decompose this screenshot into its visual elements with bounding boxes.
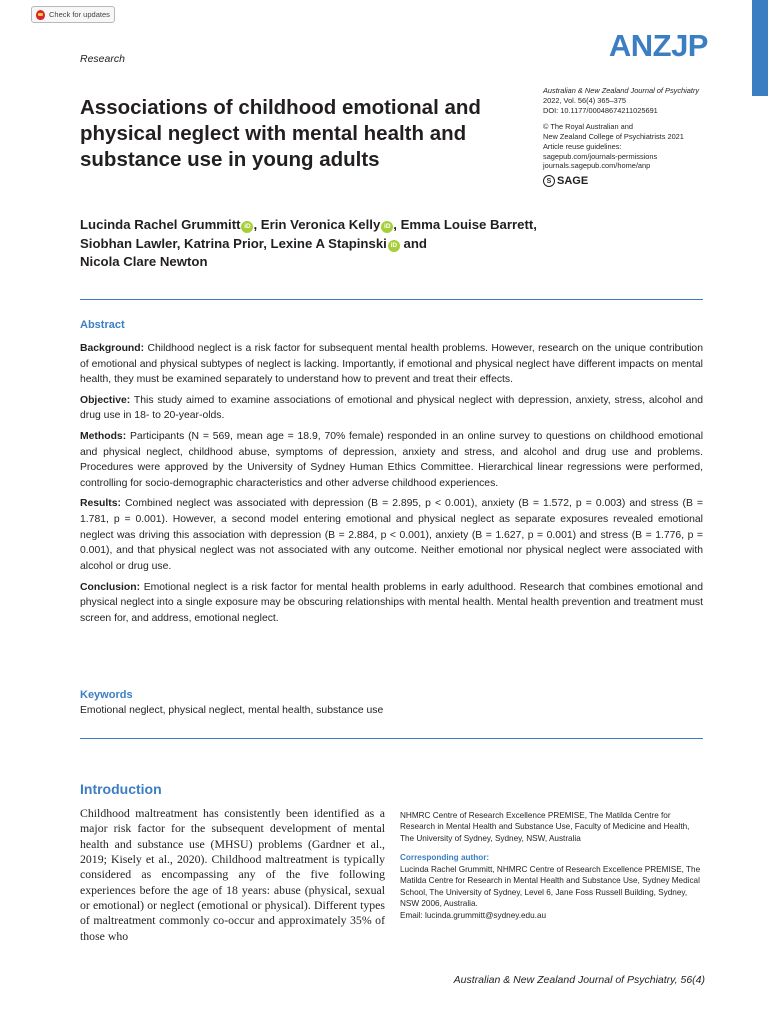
- article-meta: [543, 86, 743, 189]
- keywords-text: Emotional neglect, physical neglect, mental health, substance use: [80, 705, 384, 716]
- meta-reuse-link[interactable]: sagepub.com/journals-permissions: [543, 151, 658, 161]
- divider: [80, 299, 703, 300]
- divider: [80, 738, 703, 739]
- corresponding-author-text: Lucinda Rachel Grummitt, NHMRC Centre of Research Excellence PREMISE, The Matilda Centre for Research in Mental Health and Substance Use, Sydney Medical School, The University of Sydney, Level 6, Jane Foss Russell Building, Sydney, NSW 2006, Australia.: [400, 864, 701, 909]
- article-title: Associations of childhood emotional and physical neglect with mental health and substance use in young adults: [80, 96, 481, 172]
- introduction-heading: Introduction: [80, 781, 162, 797]
- crossmark-icon: [36, 10, 45, 20]
- methods-text: Participants (N = 569, mean age = 18.9, 70% female) responded in an online survey to questions on childhood emotional and physical neglect, childhood abuse, symptoms of depression, anxiety and stress, and alcohol and drug use and problems. Procedures were approved by the University of Sydney Human Ethics Committee. Hierarchical linear regressions were performed, controlling for socio-demographic characteristics and other adverse childhood experiences.: [80, 431, 704, 489]
- author-conjunction: and: [399, 235, 427, 251]
- author-name[interactable]: Nicola Clare Newton: [80, 254, 208, 270]
- abstract-results: [80, 496, 703, 574]
- sage-icon: S: [543, 175, 555, 187]
- conclusion-text: Emotional neglect is a risk factor for mental health problems in early adulthood. Research that combines emotional and physical neglect into a single exposure may be obscuring relationships with mental health. Mental health prevention and treatment must screen for, and address, emotional neglect.: [80, 581, 703, 624]
- affiliation-block: [400, 810, 705, 921]
- conclusion-label: Conclusion:: [80, 581, 141, 593]
- check-for-updates-button[interactable]: [31, 6, 115, 23]
- corresponding-author-heading: Corresponding author:: [400, 853, 490, 863]
- corresponding-email[interactable]: Email: lucinda.grummitt@sydney.edu.au: [400, 910, 547, 920]
- check-for-updates-label: Check for updates: [49, 10, 110, 19]
- author-name[interactable]: , Erin Veronica Kelly: [253, 217, 381, 232]
- page-footer: Australian & New Zealand Journal of Psychiatry, 56(4): [453, 974, 705, 986]
- abstract-background: [80, 341, 703, 388]
- meta-journal-name: Australian & New Zealand Journal of Psychiatry: [543, 86, 700, 95]
- affiliation-text: NHMRC Centre of Research Excellence PREMISE, The Matilda Centre for Research in Mental Health and Substance Use, Faculty of Medicine and Health, The University of Sydney, Sydney, NSW, Australia: [400, 811, 690, 843]
- abstract-heading: Abstract: [80, 319, 125, 331]
- introduction-body: Childhood maltreatment has consistently been identified as a major risk factor for the subsequent development of mental health and substance use (MHSU) problems (Gardner et al., 2019; Kisely et al., 2020). Childhood maltreatment is typically considered as encompassing any of the five following experiences before the age of 18 years: abuse (physical, sexual or emotional) or neglect (emotional or physical). Different types of maltreatment commonly co-occur and approximately 35% of those who: [80, 806, 385, 943]
- orcid-icon[interactable]: iD: [381, 221, 393, 233]
- article-section-label: Research: [80, 53, 125, 65]
- background-label: Background:: [80, 343, 145, 354]
- objective-text: This study aimed to examine associations of emotional and physical neglect with depression, anxiety, stress, alcohol and drug use in 18- to 20-year-olds.: [80, 394, 703, 422]
- author-list: [80, 216, 680, 272]
- objective-label: Objective:: [80, 394, 131, 406]
- meta-doi[interactable]: DOI: 10.1177/00048674211025691: [543, 105, 658, 115]
- meta-reuse-label: Article reuse guidelines:: [543, 141, 622, 151]
- results-label: Results:: [80, 498, 121, 510]
- meta-copyright-2: New Zealand College of Psychiatrists 2021: [543, 132, 684, 142]
- orcid-icon[interactable]: iD: [388, 240, 400, 252]
- keywords-heading: Keywords: [80, 689, 133, 701]
- abstract-methods: [80, 429, 703, 491]
- abstract-objective: [80, 393, 703, 424]
- meta-copyright-1: © The Royal Australian and: [543, 122, 633, 132]
- abstract-body: [80, 341, 703, 631]
- results-text: Combined neglect was associated with depression (B = 2.895, p < 0.001), anxiety (B = 1.572, p = 0.003) and stress (B = 1.781, p = 0.001). However, a second model entering emotional and physical neglect as separate exposures revealed emotional neglect was driving this association with depression (B = 2.884, p < 0.001), anxiety (B = 1.627, p = 0.001) and stress (B = 1.776, p = 0.001), and that physical neglect was not associated with any outcome. Neither emotional nor physical neglect were associated with alcohol or drug use.: [80, 498, 703, 572]
- abstract-conclusion: [80, 580, 703, 627]
- publisher-name: SAGE: [557, 175, 589, 188]
- publisher-logo: [543, 174, 743, 189]
- methods-label: Methods:: [80, 431, 127, 443]
- author-name[interactable]: Siobhan Lawler, Katrina Prior, Lexine A Stapinski: [80, 235, 387, 251]
- accent-bar: [752, 0, 768, 96]
- author-name[interactable]: Lucinda Rachel Grummitt: [80, 217, 241, 232]
- author-name[interactable]: , Emma Louise Barrett,: [393, 217, 537, 232]
- meta-volume: 2022, Vol. 56(4) 365–375: [543, 95, 627, 105]
- orcid-icon[interactable]: iD: [241, 221, 253, 233]
- meta-home-link[interactable]: journals.sagepub.com/home/anp: [543, 161, 651, 171]
- background-text: Childhood neglect is a risk factor for subsequent mental health problems. However, research on the unique contribution of emotional and physical subtypes of neglect is lacking. Importantly, if emotional and physical neglect have different impacts on mental health, they must be examined separately to understand how to prevent and treat their effects.: [80, 343, 703, 386]
- journal-logo: ANZJP: [608, 28, 708, 63]
